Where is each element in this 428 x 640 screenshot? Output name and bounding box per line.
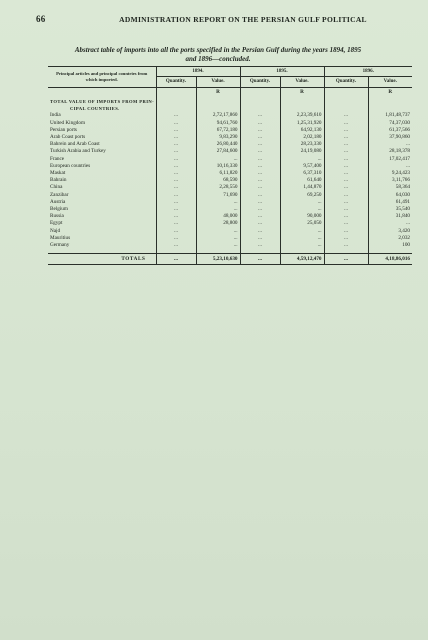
table-row — [48, 148, 412, 155]
cell-value-1896: ... — [368, 163, 412, 170]
cell-quantity-1895: ... — [240, 148, 280, 155]
table-row — [48, 120, 412, 127]
cell-value-1895: ... — [280, 206, 324, 213]
cell-value-1895: 24,19,080 — [280, 148, 324, 155]
cell-value-1896: 31,840 — [368, 213, 412, 220]
totals-value-1895: 4,59,12,470 — [280, 254, 324, 265]
cell-quantity-1894: ... — [156, 206, 196, 213]
row-label — [48, 141, 156, 148]
cell-value-1896: 9,24,423 — [368, 170, 412, 177]
cell-value-1896: 64,030 — [368, 192, 412, 199]
totals-quantity-1895: ... — [240, 254, 280, 265]
cell-quantity-1896: ... — [324, 112, 368, 119]
cell-quantity-1895: ... — [240, 156, 280, 163]
year-1895-header: 1895. — [240, 67, 324, 77]
row-label — [48, 120, 156, 127]
cell-quantity-1896: ... — [324, 192, 368, 199]
row-label — [48, 156, 156, 163]
table-row — [48, 127, 412, 134]
row-label — [48, 163, 156, 170]
cell-value-1894: ... — [196, 156, 240, 163]
cell-quantity-1896: ... — [324, 220, 368, 227]
totals-row — [48, 254, 412, 265]
cell-quantity-1894: ... — [156, 177, 196, 184]
cell-value-1894: 2,72,17,860 — [196, 112, 240, 119]
row-label — [48, 220, 156, 227]
cell-quantity-1896: ... — [324, 156, 368, 163]
cell-quantity-1894: ... — [156, 112, 196, 119]
page-header — [36, 14, 406, 28]
cell-quantity-1896: ... — [324, 127, 368, 134]
cell-quantity-1895: ... — [240, 228, 280, 235]
imports-table — [48, 66, 412, 265]
row-label — [48, 192, 156, 199]
table-row — [48, 192, 412, 199]
row-label-text: Russia — [50, 213, 64, 220]
totals-label: TOTALS — [48, 254, 156, 265]
cell-quantity-1894: ... — [156, 163, 196, 170]
row-label-text: Maskat — [50, 170, 66, 177]
unit-symbol: R — [368, 88, 412, 99]
cell-value-1895: 64,92,130 — [280, 127, 324, 134]
cell-quantity-1895: ... — [240, 127, 280, 134]
value-header: Value. — [196, 77, 240, 88]
table-row — [48, 199, 412, 206]
cell-quantity-1894: ... — [156, 235, 196, 242]
cell-value-1894: 94,61,760 — [196, 120, 240, 127]
cell-value-1895: 1,44,870 — [280, 184, 324, 191]
cell-quantity-1894: ... — [156, 120, 196, 127]
cell-quantity-1895: ... — [240, 192, 280, 199]
cell-quantity-1896: ... — [324, 235, 368, 242]
totals-value-1894: 5,23,10,630 — [196, 254, 240, 265]
row-label — [48, 242, 156, 249]
row-label — [48, 170, 156, 177]
row-label — [48, 199, 156, 206]
cell-value-1894: 2,28,550 — [196, 184, 240, 191]
table-row — [48, 220, 412, 227]
section-heading-row — [48, 98, 412, 105]
table-caption — [48, 46, 388, 64]
cell-quantity-1896: ... — [324, 148, 368, 155]
cell-value-1894: 10,16,330 — [196, 163, 240, 170]
cell-quantity-1895: ... — [240, 206, 280, 213]
unit-row — [48, 88, 412, 99]
cell-value-1894: ... — [196, 235, 240, 242]
cell-value-1895: 69,250 — [280, 192, 324, 199]
cell-quantity-1895: ... — [240, 120, 280, 127]
cell-value-1896: 74,37,030 — [368, 120, 412, 127]
cell-value-1895: ... — [280, 242, 324, 249]
table-row — [48, 242, 412, 249]
table-row — [48, 206, 412, 213]
row-label-text: Bahrain — [50, 177, 67, 184]
cell-quantity-1896: ... — [324, 184, 368, 191]
cell-value-1895: ... — [280, 156, 324, 163]
cell-value-1895: 25,050 — [280, 220, 324, 227]
cell-quantity-1895: ... — [240, 112, 280, 119]
table-row — [48, 184, 412, 191]
section-title: TOTAL VALUE OF IMPORTS FROM PRIN- — [50, 99, 155, 104]
cell-quantity-1896: ... — [324, 141, 368, 148]
row-label-text: Turkish Arabia and Turkey — [50, 148, 106, 155]
cell-quantity-1894: ... — [156, 127, 196, 134]
year-1896-header: 1896. — [324, 67, 412, 77]
table-row — [48, 228, 412, 235]
table-row — [48, 112, 412, 119]
cell-quantity-1894: ... — [156, 170, 196, 177]
cell-value-1896: 28,18,378 — [368, 148, 412, 155]
value-header: Value. — [368, 77, 412, 88]
cell-quantity-1896: ... — [324, 199, 368, 206]
table-row — [48, 170, 412, 177]
cell-value-1896: 2,032 — [368, 235, 412, 242]
row-label — [48, 184, 156, 191]
row-label-text: European countries — [50, 162, 91, 169]
running-title: ADMINISTRATION REPORT ON THE PERSIAN GULF POLITICAL — [119, 15, 367, 24]
cell-quantity-1896: ... — [324, 228, 368, 235]
unit-symbol: R — [196, 88, 240, 99]
cell-value-1896: 3,11,766 — [368, 177, 412, 184]
row-label — [48, 148, 156, 155]
row-label-text: Zanzibar — [50, 191, 69, 198]
cell-quantity-1894: ... — [156, 156, 196, 163]
cell-value-1895: 9,57,400 — [280, 163, 324, 170]
cell-value-1894: 71,690 — [196, 192, 240, 199]
cell-quantity-1894: ... — [156, 220, 196, 227]
cell-quantity-1896: ... — [324, 242, 368, 249]
row-label-text: Bahrein and Arab Coast — [50, 141, 100, 148]
cell-quantity-1894: ... — [156, 242, 196, 249]
cell-quantity-1895: ... — [240, 242, 280, 249]
table-row — [48, 213, 412, 220]
section-title: CIPAL COUNTRIES. — [70, 106, 120, 112]
cell-quantity-1894: ... — [156, 199, 196, 206]
row-label-text: Belgium — [50, 206, 68, 213]
row-label-text: Arab Coast ports — [50, 134, 86, 141]
quantity-header: Quantity. — [156, 77, 196, 88]
cell-value-1894: 68,590 — [196, 177, 240, 184]
row-label-text: Egypt — [50, 220, 63, 227]
cell-value-1896: 37,90,860 — [368, 134, 412, 141]
cell-value-1895: ... — [280, 199, 324, 206]
caption-line-2: and 1896—concluded. — [185, 55, 251, 63]
cell-quantity-1895: ... — [240, 199, 280, 206]
cell-value-1896: 3,420 — [368, 228, 412, 235]
totals-quantity-1896: ... — [324, 254, 368, 265]
cell-value-1894: 67,72,180 — [196, 127, 240, 134]
row-label-text: Germany — [50, 242, 70, 249]
cell-value-1895: 2,02,180 — [280, 134, 324, 141]
cell-quantity-1896: ... — [324, 206, 368, 213]
table-row — [48, 141, 412, 148]
quantity-header: Quantity. — [240, 77, 280, 88]
row-label — [48, 206, 156, 213]
cell-quantity-1895: ... — [240, 134, 280, 141]
cell-quantity-1896: ... — [324, 213, 368, 220]
cell-value-1894: 9,83,290 — [196, 134, 240, 141]
cell-value-1894: 48,000 — [196, 213, 240, 220]
cell-quantity-1894: ... — [156, 148, 196, 155]
cell-quantity-1896: ... — [324, 177, 368, 184]
cell-quantity-1896: ... — [324, 170, 368, 177]
cell-quantity-1895: ... — [240, 177, 280, 184]
cell-quantity-1894: ... — [156, 192, 196, 199]
cell-value-1895: ... — [280, 228, 324, 235]
cell-value-1896: 100 — [368, 242, 412, 249]
section-heading-row — [48, 105, 412, 112]
cell-quantity-1895: ... — [240, 170, 280, 177]
cell-quantity-1895: ... — [240, 184, 280, 191]
page-number: 66 — [36, 14, 46, 24]
cell-quantity-1895: ... — [240, 220, 280, 227]
cell-quantity-1896: ... — [324, 120, 368, 127]
cell-value-1896: 17,02,417 — [368, 156, 412, 163]
row-label — [48, 213, 156, 220]
cell-value-1895: 2,23,39,610 — [280, 112, 324, 119]
cell-value-1896: 61,491 — [368, 199, 412, 206]
cell-value-1895: ... — [280, 235, 324, 242]
year-header-row — [48, 67, 412, 77]
cell-quantity-1894: ... — [156, 213, 196, 220]
value-header: Value. — [280, 77, 324, 88]
row-label — [48, 134, 156, 141]
cell-quantity-1894: ... — [156, 184, 196, 191]
table-row — [48, 134, 412, 141]
cell-value-1894: ... — [196, 199, 240, 206]
cell-value-1894: ... — [196, 206, 240, 213]
row-label — [48, 112, 156, 119]
cell-value-1895: 90,000 — [280, 213, 324, 220]
cell-value-1894: 27,84,600 — [196, 148, 240, 155]
cell-quantity-1895: ... — [240, 163, 280, 170]
table-row — [48, 177, 412, 184]
totals-quantity-1894: ... — [156, 254, 196, 265]
caption-line-1: Abstract table of imports into all the ports specified in the Persian Gulf during the years 1894, 1895 — [74, 46, 362, 54]
table-row — [48, 163, 412, 170]
cell-value-1895: 6,37,310 — [280, 170, 324, 177]
quantity-header: Quantity. — [324, 77, 368, 88]
row-label-text: United Kingdom — [50, 119, 86, 126]
cell-quantity-1894: ... — [156, 141, 196, 148]
row-label — [48, 177, 156, 184]
cell-value-1894: ... — [196, 242, 240, 249]
cell-value-1896: ... — [368, 141, 412, 148]
year-1894-header: 1894. — [156, 67, 240, 77]
row-label — [48, 235, 156, 242]
row-label-text: France — [50, 155, 65, 162]
unit-symbol: R — [280, 88, 324, 99]
row-label-text: Najd — [50, 227, 61, 234]
table-row — [48, 156, 412, 163]
cell-value-1895: 61,640 — [280, 177, 324, 184]
cell-quantity-1895: ... — [240, 213, 280, 220]
cell-value-1895: 28,23,330 — [280, 141, 324, 148]
totals-value-1896: 4,18,86,016 — [368, 254, 412, 265]
cell-value-1896: ... — [368, 220, 412, 227]
row-label — [48, 127, 156, 134]
cell-value-1896: 58,364 — [368, 184, 412, 191]
cell-value-1894: 6,11,820 — [196, 170, 240, 177]
cell-value-1896: 1,81,48,737 — [368, 112, 412, 119]
row-label — [48, 228, 156, 235]
row-label-text: Austria — [50, 198, 66, 205]
cell-value-1896: 35,540 — [368, 206, 412, 213]
cell-quantity-1896: ... — [324, 134, 368, 141]
cell-value-1894: 26,80,440 — [196, 141, 240, 148]
cell-value-1894: 28,800 — [196, 220, 240, 227]
row-label-text: Persian ports — [50, 126, 77, 133]
label-column-header: Principal articles and principal countries from which imported. — [48, 67, 156, 88]
cell-quantity-1896: ... — [324, 163, 368, 170]
cell-value-1896: 61,37,566 — [368, 127, 412, 134]
cell-quantity-1894: ... — [156, 228, 196, 235]
table-row — [48, 235, 412, 242]
row-label-text: Mauritius — [50, 234, 71, 241]
row-label-text: India — [50, 112, 61, 119]
cell-quantity-1895: ... — [240, 141, 280, 148]
cell-value-1895: 1,25,31,920 — [280, 120, 324, 127]
cell-quantity-1895: ... — [240, 235, 280, 242]
cell-quantity-1894: ... — [156, 134, 196, 141]
cell-value-1894: ... — [196, 228, 240, 235]
row-label-text: China — [50, 184, 63, 191]
